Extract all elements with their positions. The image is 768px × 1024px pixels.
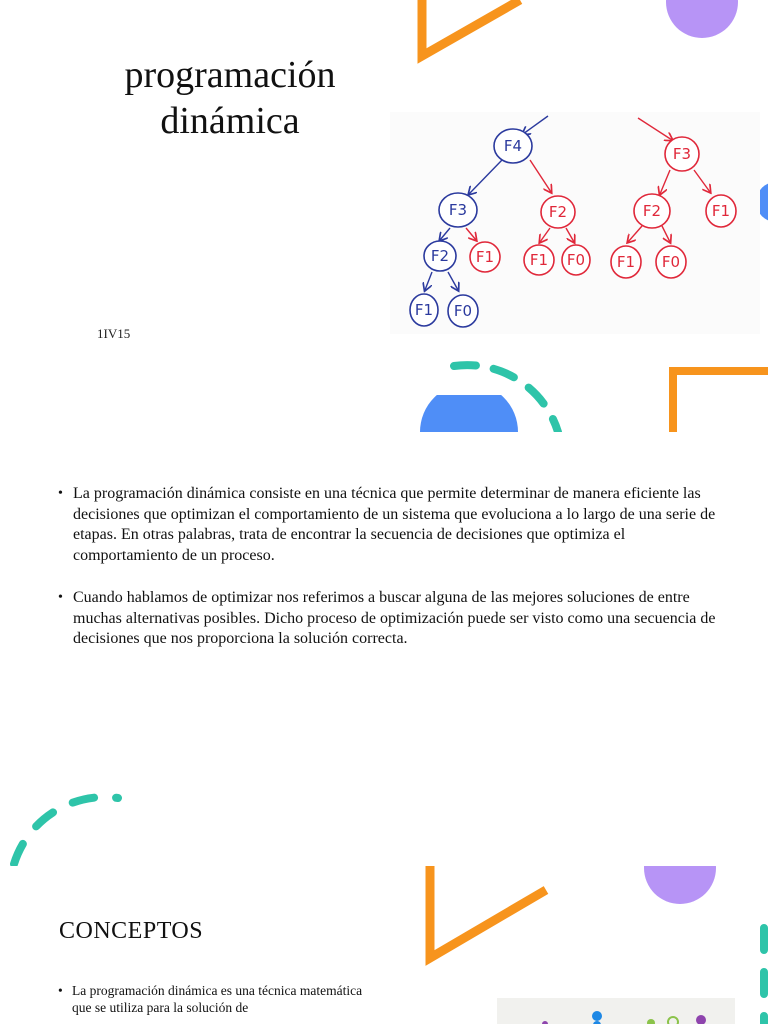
fibonacci-tree-image — [390, 112, 760, 334]
svg-text:F1: F1 — [529, 251, 549, 269]
slide-title — [0, 0, 768, 432]
bullet-item — [58, 982, 368, 1016]
svg-text:F1: F1 — [616, 253, 636, 271]
svg-text:F2: F2 — [642, 202, 662, 220]
concepts-image-thumbnail — [497, 998, 735, 1024]
bullet-dot-icon: • — [58, 486, 63, 501]
tree-node-left-2 — [541, 196, 575, 228]
slide-definition — [0, 432, 768, 866]
tree-node-right-4 — [656, 246, 686, 278]
teal-dashed-line-decoration — [756, 922, 768, 1024]
purple-circle-decoration — [664, 0, 740, 40]
title-line-1: programación — [124, 54, 336, 96]
tree-node-left-5 — [524, 245, 554, 275]
svg-text:F2: F2 — [548, 203, 568, 221]
tree-node-right-3 — [611, 246, 641, 278]
svg-text:F1: F1 — [711, 202, 731, 220]
purple-circle-decoration — [642, 866, 718, 906]
concepts-bullet-list — [58, 982, 368, 1016]
svg-text:F3: F3 — [448, 201, 468, 219]
teal-dashed-arc-decoration — [440, 356, 570, 432]
tree-node-left-0 — [494, 129, 532, 163]
bullet-dot-icon: • — [58, 590, 63, 605]
svg-text:F4: F4 — [503, 137, 523, 155]
tree-node-left-7 — [410, 294, 438, 326]
teal-dashed-arc-decoration — [0, 788, 130, 866]
tree-node-left-6 — [562, 245, 590, 275]
orange-triangle-decoration — [418, 866, 558, 966]
tree-node-left-3 — [424, 241, 456, 271]
slide-title-text — [60, 52, 400, 144]
tree-node-right-0 — [665, 137, 699, 171]
bullet-item — [58, 588, 718, 650]
subtitle-group-code: 1IV15 — [97, 326, 131, 341]
definition-bullet-list — [58, 484, 718, 672]
tree-node-left-1 — [439, 193, 477, 227]
bullet-text: La programación dinámica consiste en una técnica que permite determinar de manera eficiente las decisiones que optimizan el comportamiento de un sistema que evoluciona a lo largo de una serie de etapas. En otras palabras, trata de encontrar la secuencia de decisiones que optimiza el comportamiento de un proceso. — [73, 485, 716, 564]
svg-text:F2: F2 — [430, 247, 450, 265]
svg-text:F0: F0 — [661, 253, 681, 271]
svg-text:F1: F1 — [414, 301, 434, 319]
svg-text:F1: F1 — [475, 248, 495, 266]
title-line-2: dinámica — [160, 100, 300, 142]
tree-node-left-4 — [470, 242, 500, 272]
concepts-heading: CONCEPTOS — [59, 918, 204, 944]
orange-corner-decoration — [668, 366, 768, 432]
bullet-dot-icon: • — [58, 983, 63, 998]
orange-triangle-decoration — [400, 0, 540, 70]
tree-node-right-1 — [634, 194, 670, 228]
tree-node-left-8 — [448, 295, 478, 327]
svg-text:F0: F0 — [566, 251, 586, 269]
bullet-text: La programación dinámica es una técnica matemática que se utiliza para la solución de — [72, 983, 363, 1015]
tree-node-right-2 — [706, 195, 736, 227]
slide-concepts — [0, 866, 768, 1024]
bullet-item — [58, 484, 718, 566]
svg-text:F0: F0 — [453, 302, 473, 320]
bullet-text: Cuando hablamos de optimizar nos referimos a buscar alguna de las mejores soluciones de entre muchas alternativas posibles. Dicho proceso de optimización puede ser visto como una secuencia de decisiones que nos proporciona la solución correcta. — [73, 589, 716, 647]
svg-text:F3: F3 — [672, 145, 692, 163]
